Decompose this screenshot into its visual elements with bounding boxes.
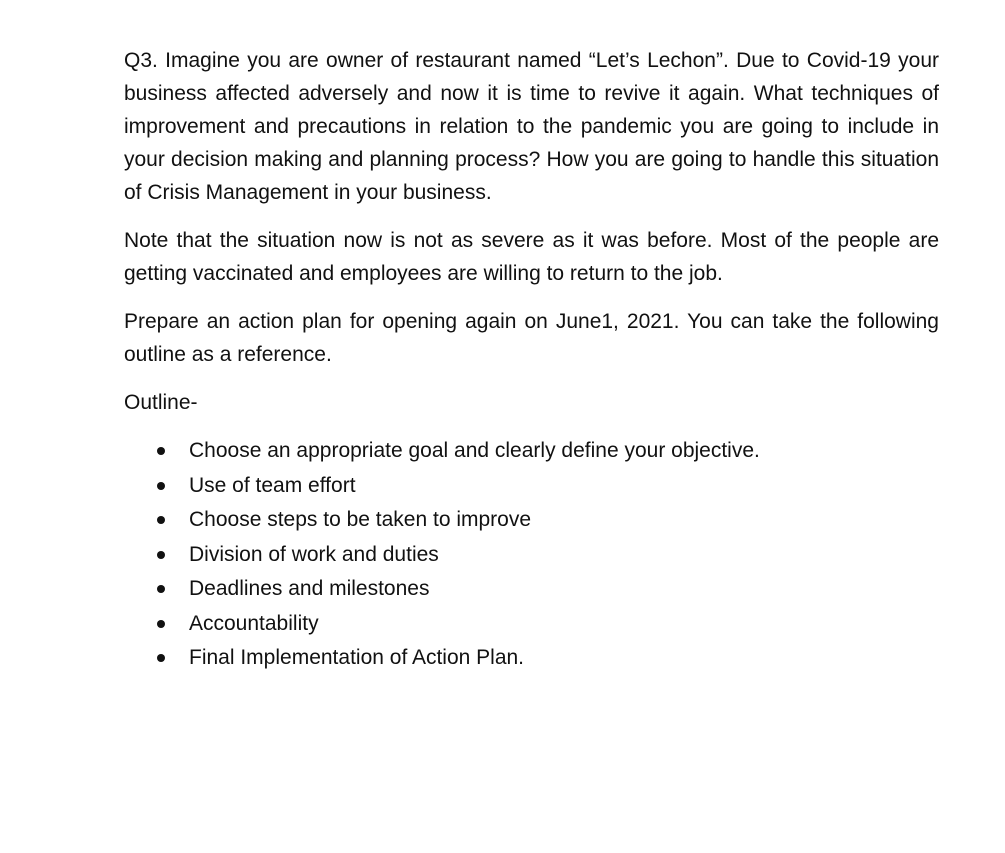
outline-item bbox=[157, 572, 939, 607]
outline-item-text: Choose steps to be taken to improve bbox=[189, 508, 532, 531]
outline-item bbox=[157, 469, 939, 504]
bullet-icon bbox=[157, 516, 165, 524]
bullet-icon bbox=[157, 620, 165, 628]
outline-label: Outline- bbox=[124, 391, 198, 414]
question-paragraph: Q3. Imagine you are owner of restaurant named “Let’s Lechon”. Due to Covid-19 your business affected adversely and now it is time to revive it again. What techniques of improvement and precautions in relation to the pandemic you are going to include in your decision making and planning process? How you are going to handle this situation of Crisis Management in your business. bbox=[124, 49, 939, 204]
outline-item bbox=[157, 641, 939, 676]
bullet-icon bbox=[157, 551, 165, 559]
outline-list bbox=[124, 434, 939, 676]
outline-item-text: Deadlines and milestones bbox=[189, 577, 430, 600]
bullet-icon bbox=[157, 482, 165, 490]
outline-item bbox=[157, 538, 939, 573]
bullet-icon bbox=[157, 585, 165, 593]
outline-item bbox=[157, 607, 939, 642]
document-page bbox=[124, 44, 939, 676]
outline-item-text: Accountability bbox=[189, 611, 319, 635]
bullet-icon bbox=[157, 654, 165, 662]
bullet-icon bbox=[157, 447, 165, 455]
outline-item-text: Division of work and duties bbox=[189, 542, 439, 566]
instruction-paragraph: Prepare an action plan for opening again on June1, 2021. You can take the following outline as a reference. bbox=[124, 310, 939, 366]
outline-item-text: Choose an appropriate goal and clearly define your objective. bbox=[189, 439, 760, 462]
note-paragraph: Note that the situation now is not as severe as it was before. Most of the people are getting vaccinated and employees are willing to return to the job. bbox=[124, 229, 939, 285]
outline-item-text: Use of team effort bbox=[189, 473, 356, 497]
outline-item bbox=[157, 503, 939, 538]
outline-item-text: Final Implementation of Action Plan. bbox=[189, 646, 525, 669]
outline-item bbox=[157, 434, 939, 469]
